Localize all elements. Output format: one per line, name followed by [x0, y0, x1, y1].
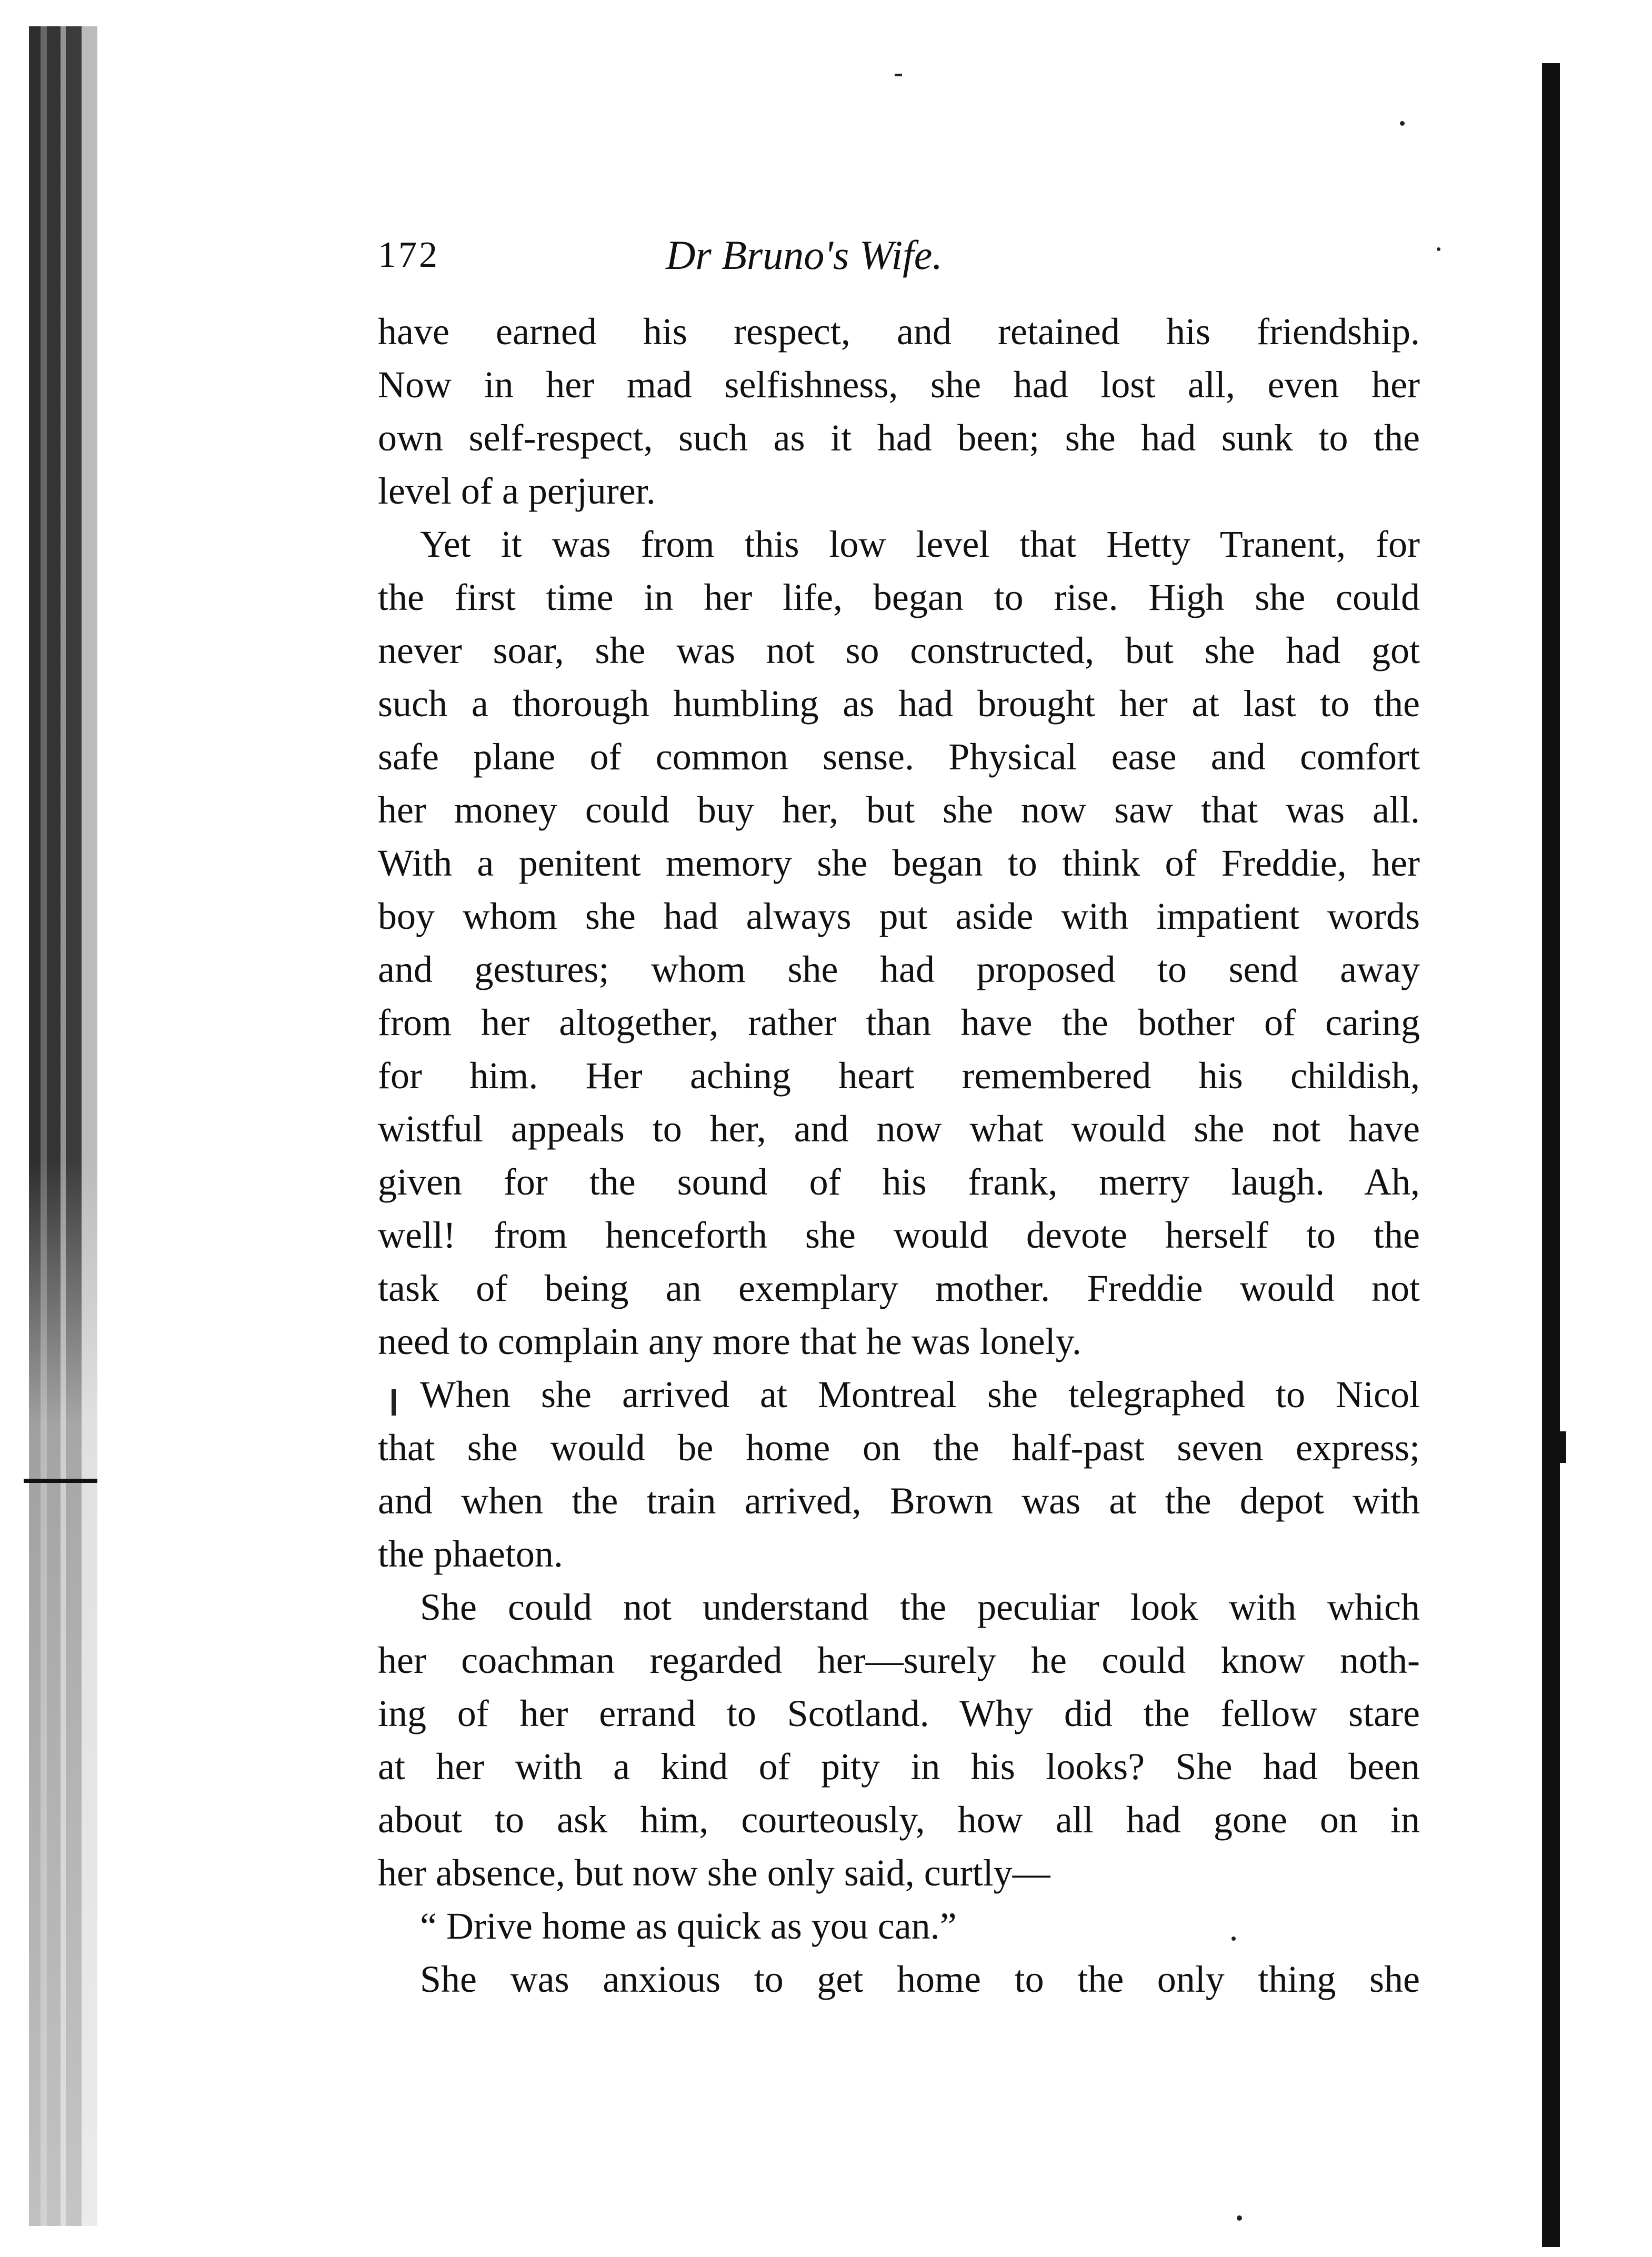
text-line: safe plane of common sense. Physical ease and comfort	[378, 736, 1420, 778]
scan-border-mark	[1553, 1431, 1566, 1463]
text-line: and when the train arrived, Brown was at the depot with	[378, 1480, 1420, 1522]
text-line: She could not understand the peculiar look with which	[420, 1586, 1420, 1628]
text-line: the first time in her life, began to rise. High she could	[378, 576, 1420, 618]
text-line: for him. Her aching heart remembered his childish,	[378, 1055, 1420, 1097]
scan-gutter-fade	[29, 1158, 97, 2226]
text-line: the phaeton.	[378, 1533, 563, 1575]
text-line: She was anxious to get home to the only thing she	[420, 1958, 1420, 2000]
text-line: her money could buy her, but she now saw that was all.	[378, 789, 1420, 831]
text-line: task of being an exemplary mother. Freddie would not	[378, 1267, 1420, 1309]
text-line: level of a perjurer.	[378, 470, 656, 512]
text-line: that she would be home on the half-past seven express;	[378, 1427, 1420, 1469]
text-line: given for the sound of his frank, merry laugh. Ah,	[378, 1161, 1420, 1203]
text-line: own self-respect, such as it had been; she had sunk to the	[378, 417, 1420, 459]
text-line: from her altogether, rather than have the bother of caring	[378, 1001, 1420, 1044]
scan-speck	[895, 74, 902, 76]
scan-gutter-mark	[24, 1479, 97, 1483]
text-line: wistful appeals to her, and now what would she not have	[378, 1108, 1420, 1150]
text-line: at her with a kind of pity in his looks? She had been	[378, 1746, 1420, 1788]
body-text	[378, 305, 1420, 2006]
text-line: Now in her mad selfishness, she had lost all, even her	[378, 364, 1420, 406]
text-line: Yet it was from this low level that Hetty Tranent, for	[420, 523, 1420, 565]
text-line: ing of her errand to Scotland. Why did the fellow stare	[378, 1692, 1420, 1734]
text-line: When she arrived at Montreal she telegraphed to Nicol	[420, 1373, 1420, 1416]
text-line: boy whom she had always put aside with impatient words	[378, 895, 1420, 937]
text-line: “ Drive home as quick as you can.”	[420, 1905, 957, 1947]
scan-speck	[1237, 2215, 1242, 2221]
text-line: about to ask him, courteously, how all had gone on in	[378, 1799, 1420, 1841]
scan-border-right	[1542, 63, 1560, 2247]
page-number: 172	[378, 235, 439, 275]
text-line: and gestures; whom she had proposed to send away	[378, 948, 1420, 990]
scan-speck	[1400, 121, 1405, 126]
text-line: have earned his respect, and retained his friendship.	[378, 310, 1420, 353]
running-title: Dr Bruno's Wife.	[666, 232, 943, 278]
text-line: her coachman regarded her—surely he could know noth-	[378, 1639, 1420, 1681]
text-line: With a penitent memory she began to think of Freddie, her	[378, 842, 1420, 884]
text-line: well! from henceforth she would devote herself to the	[378, 1214, 1420, 1256]
text-line: her absence, but now she only said, curtly—	[378, 1852, 1050, 1894]
text-line: such a thorough humbling as had brought her at last to the	[378, 683, 1420, 725]
scan-speck	[1437, 247, 1440, 251]
running-head	[378, 226, 1230, 284]
text-line: never soar, she was not so constructed, but she had got	[378, 629, 1420, 671]
text-line: need to complain any more that he was lonely.	[378, 1320, 1082, 1362]
